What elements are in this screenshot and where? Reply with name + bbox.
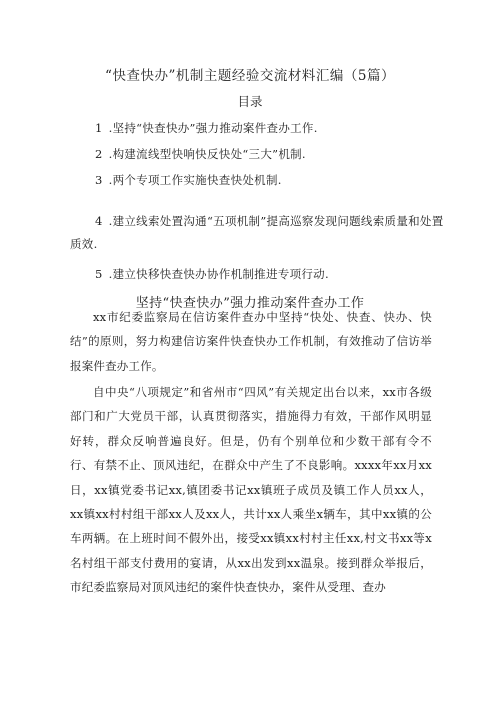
toc-item-text: .两个专项工作实施快查快处机制.: [108, 173, 282, 187]
body-paragraph-2: 自中央“八项规定”和省州市“四风”有关规定出台以来，xx市各级部门和广大党员干部，认真贯彻落实，措施得力有效，干部作风明显好转，群众反响普遍良好。但是，仍有个别单位和少数干部有令不行、有禁不止、顶风违纪，在群众中产生了不良影响。xxxx年xx月xx日，xx镇党委书记xx,镇团委书记xx镇班子成员及镇工作人员xx人，xx镇xx村村组干部xx人及xx人，共计xx人乘坐x辆车，其中xx镇的公车两辆。在上班时间不假外出，接受xx镇xx村村主任xx,村文书xx等x名村组干部支付费用的宴请，从xx出发到xx温泉。接到群众举报后，市纪委监察局对顶风违纪的案件快查快办，案件从受理、查办: [70, 385, 432, 595]
toc-item-3: [95, 172, 282, 188]
toc-item-number: 2: [95, 147, 103, 161]
document-title: “快查快办”机制主题经验交流材料汇编（5篇）: [105, 68, 395, 84]
toc-item-5: [95, 266, 329, 282]
toc-item-text: .建立快移快查快办协作机制推进专项行动.: [108, 267, 329, 281]
toc-item-number: 3: [95, 173, 103, 187]
toc-heading: 目录: [237, 94, 263, 109]
article-title: 坚持“快查快办”强力推动案件查办工作: [135, 296, 365, 311]
toc-item-number: 4: [95, 214, 103, 228]
toc-item-4: [70, 210, 450, 256]
toc-item-number: 1: [95, 121, 103, 135]
toc-item-1: [95, 120, 318, 136]
toc-item-2: [95, 146, 306, 162]
toc-item-text: .坚持“快查快办”强力推动案件查办工作.: [108, 121, 318, 135]
toc-item-number: 5: [95, 267, 103, 281]
toc-item-text: .构建流线型快响快反快处“三大”机制.: [108, 147, 306, 161]
body-paragraph-1: xx市纪委监察局在信访案件查办中坚持“快处、快查、快办、快结”的原则，努力构建信访案件快查快办工作机制，有效推动了信访举报案件查办工作。: [70, 310, 432, 373]
toc-item-text: .建立线索处置沟通“五项机制”提高巡察发现问题线索质量和处置质效.: [70, 214, 444, 251]
